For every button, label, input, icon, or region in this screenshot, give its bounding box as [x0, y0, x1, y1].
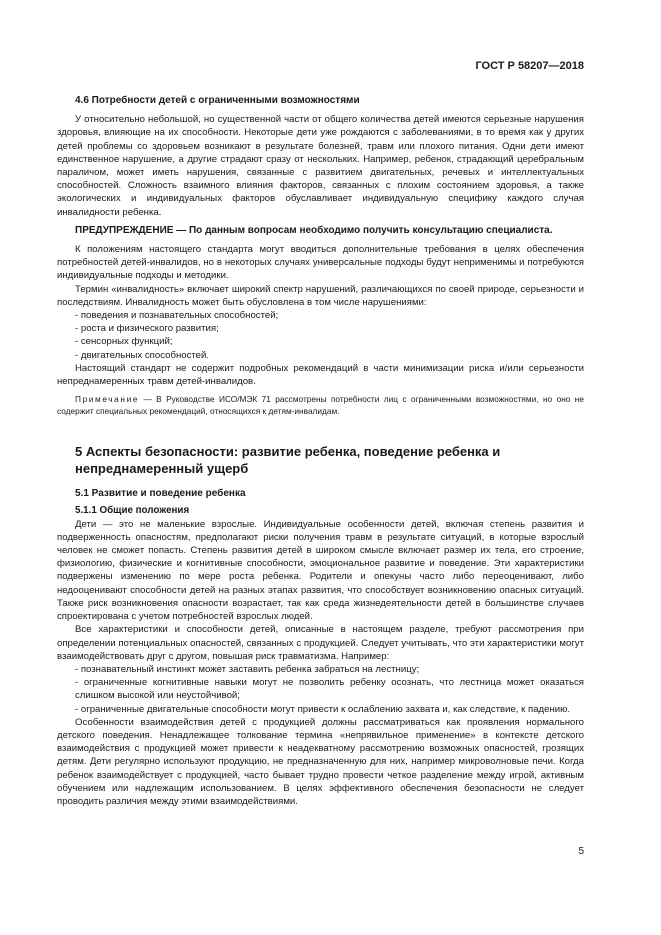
paragraph: Дети — это не маленькие взрослые. Индивидуальные особенности детей, включая степень развития и подверженность опасностям, предполагают риски получения травм в результате ситуаций, в которые взрослый человек не сможет попасть. Степень развития детей в широком смысле включает размер их тела, его строение, физиологию, физические и когнитивные способности, эмоциональное развитие и поведение. Эти характеристики подвержены изменению по мере роста ребенка. Родители и опекуны часто либо переоценивают, либо недооценивают способности детей на разных этапах развития, что способствует возникновению опасных ситуаций. Также риск возникновения опасности возрастает, так как среда жизнедеятельности детей в большинстве случаев спроектирована с учетом потребностей взрослых людей. — [57, 518, 584, 623]
list-item: - познавательный инстинкт может заставить ребенка забраться на лестницу; — [75, 663, 420, 675]
note-label: Примечание — [75, 394, 140, 405]
warning-text: ПРЕДУПРЕЖДЕНИЕ — По данным вопросам необходимо получить консультацию специалиста. — [75, 224, 553, 236]
page-number: 5 — [578, 846, 584, 857]
list-item: - двигательных способностей. — [75, 349, 210, 361]
section-4-6-title: 4.6 Потребности детей с ограниченными возможностями — [75, 95, 360, 106]
section-5-1-1-title: 5.1.1 Общие положения — [75, 505, 190, 517]
list-item: - ограниченные двигательные способности могут привести к ослаблению захвата и, как следствие, к падению. — [75, 703, 570, 715]
document-body — [57, 90, 584, 808]
paragraph: У относительно небольшой, но существенной части от общего количества детей имеются серьезные нарушения здоровья, влияющие на их способности. Некоторые дети уже рождаются с заболеваниями, в то время как у других детей проблемы со здоровьем возникают в результате болезней, травм или плохого питания. Одни дети имеют единственное нарушение, а другие страдают сразу от нескольких. Например, ребенок, страдающий церебральным параличом, может иметь нарушения, связанные с развитием двигательных, речевых и интеллектуальных способностей. Сложность взаимного влияния факторов, связанных с плохим состоянием здоровья, а также экологических и индивидуальных факторов обуславливает индивидуальную специфику каждого случая инвалидности ребенка. — [57, 114, 584, 218]
paragraph: Термин «инвалидность» включает широкий спектр нарушений, различающихся по своей природе, серьезности и последствиям. Инвалидность может быть обусловлена в том числе нарушениями: — [57, 283, 584, 308]
section-5-title: 5 Аспекты безопасности: развитие ребенка, поведение ребенка и непреднамеренный ущерб — [75, 444, 501, 477]
note-text: — В Руководстве ИСО/МЭК 71 рассмотрены потребности лиц с ограниченными возможностями, но оно не содержит специальных рекомендаций, относящихся к детям-инвалидам. — [57, 394, 584, 416]
document-id: ГОСТ Р 58207—2018 — [475, 60, 584, 72]
note — [57, 394, 584, 417]
list-item: - сенсорных функций; — [75, 336, 173, 348]
list-item: - ограниченные когнитивные навыки могут не позволить ребенку осознать, что лестница может оказаться слишком высокой или неустойчивой; — [75, 677, 584, 702]
section-5-1-title: 5.1 Развитие и поведение ребенка — [75, 488, 246, 500]
list-item: - роста и физического развития; — [75, 323, 219, 335]
paragraph: Настоящий стандарт не содержит подробных рекомендаций в части минимизации риска и/или серьезности непреднамеренных травм детей-инвалидов. — [57, 362, 584, 388]
list-item: - поведения и познавательных способностей; — [75, 310, 279, 322]
paragraph: Все характеристики и способности детей, описанные в настоящем разделе, требуют рассмотрения при определении потенциальных опасностей, связанных с продукцией. Следует учитывать, что эти характеристики могут взаимодействовать друг с другом, повышая риск травматизма. Например: — [57, 624, 584, 662]
paragraph: К положениям настоящего стандарта могут вводиться дополнительные требования в целях обеспечения потребностей детей-инвалидов, но в некоторых случаях универсальные подходы будут неприменимы и потребуются индивидуальные подходы и методики. — [57, 244, 584, 282]
paragraph: Особенности взаимодействия детей с продукцией должны рассматриваться как проявления нормального детского поведения. Ненадлежащее толкование термина «непрявильное применение» в контексте детского взаимодействия с продукцией может привести к неадекватному рассмотрению возможных опасностей, грозящих детям. Дети регулярно используют продукцию, не предназначенную для них, например микроволновые печи. Когда ребенок взаимодействует с продукцией, часто бывает трудно провести четкое разделение между игрой, активным обучением или надлежащим использованием. В целях эффективного обеспечения безопасности не следует проводить различия между этими взаимодействиями. — [57, 716, 584, 807]
